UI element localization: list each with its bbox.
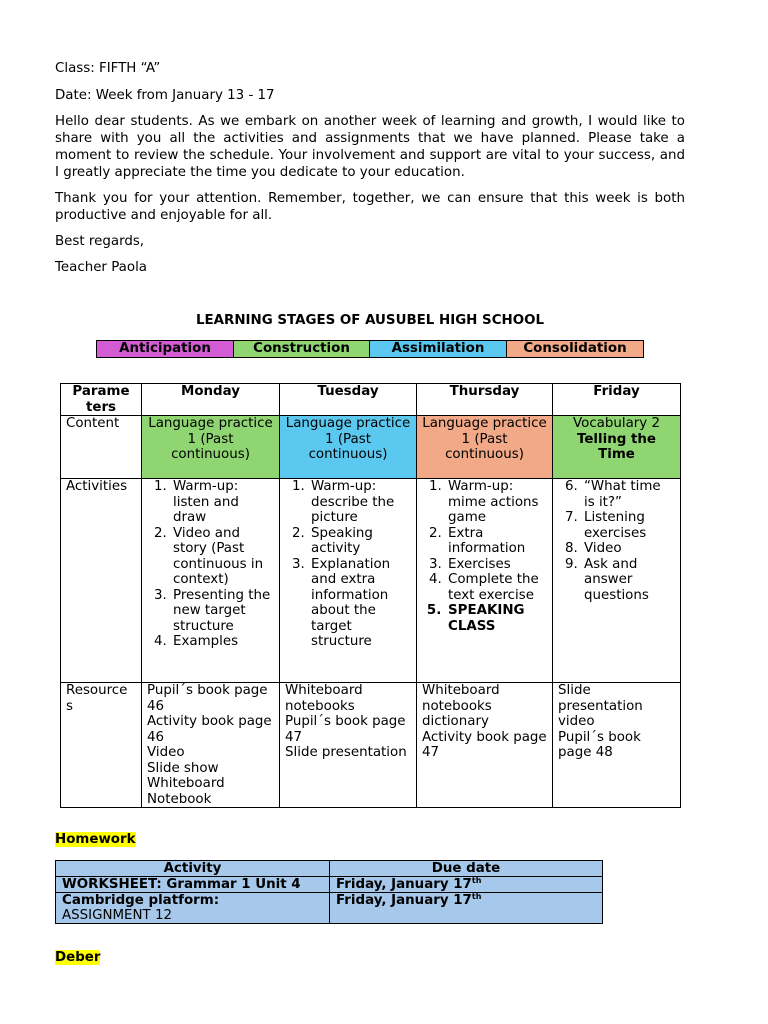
stage-consolidation: Consolidation	[507, 341, 644, 358]
list-item: Whiteboard	[422, 683, 500, 698]
list-item: 4. Complete the text exercise	[446, 572, 547, 603]
homework-col-due: Due date	[330, 861, 603, 877]
list-item: Activity book page 46	[147, 714, 272, 745]
list-item: notebooks	[422, 698, 492, 714]
stage-anticipation: Anticipation	[97, 341, 234, 358]
homework-row2-due	[330, 893, 603, 924]
list-item: Slide presentation	[285, 745, 407, 760]
list-item: Whiteboard	[285, 683, 363, 698]
list-item: 4. Examples	[171, 634, 274, 650]
thanks-paragraph: Thank you for your attention. Remember, together, we can ensure that this week is both productive and enjoyable for all.	[55, 191, 685, 223]
resources-friday	[553, 683, 681, 808]
deber-heading: Deber	[55, 950, 101, 965]
list-item: 8. Video	[582, 541, 675, 557]
homework-row2-due-text: Friday, January 17	[336, 893, 472, 908]
regards-line: Best regards,	[55, 234, 145, 249]
list-item: 9. Ask and answer questions	[582, 557, 675, 604]
weekly-schedule-table	[60, 383, 681, 808]
list-item: dictionary	[422, 714, 489, 729]
list-item: Notebook	[147, 791, 212, 807]
list-item: Pupil´s book page 48	[558, 729, 641, 760]
homework-row1-activity: WORKSHEET: Grammar 1 Unit 4	[56, 877, 330, 893]
list-item: 6. “What time is it?”	[582, 479, 675, 510]
homework-row2-activity-line1: Cambridge platform:	[62, 893, 220, 908]
list-item: 1. Warm-up: describe the picture	[309, 479, 411, 526]
content-friday-line1: Vocabulary 2	[573, 416, 660, 431]
list-item: Slide presentation	[558, 683, 643, 714]
homework-row2-activity	[56, 893, 330, 924]
content-tuesday: Language practice 1 (Past continuous)	[280, 416, 417, 479]
signature: Teacher Paola	[55, 260, 147, 275]
homework-col-activity: Activity	[56, 861, 330, 877]
resources-thursday	[417, 683, 553, 808]
list-item: 7. Listening exercises	[582, 510, 675, 541]
list-item: 1. Warm-up: listen and draw	[171, 479, 274, 526]
list-item: 2. Extra information	[446, 526, 547, 557]
homework-row1-due	[330, 877, 603, 893]
content-thursday: Language practice 1 (Past continuous)	[417, 416, 553, 479]
resources-tuesday	[280, 683, 417, 808]
stage-construction: Construction	[234, 341, 370, 358]
content-monday: Language practice 1 (Past continuous)	[142, 416, 280, 479]
learning-stages-bar	[96, 340, 644, 358]
header-thursday: Thursday	[417, 384, 553, 416]
list-item: 3. Presenting the new target structure	[171, 588, 274, 635]
content-friday	[553, 416, 681, 479]
stage-assimilation: Assimilation	[370, 341, 507, 358]
header-parameters: Parame ters	[61, 384, 142, 416]
list-item: Pupil´s book page 46	[147, 683, 268, 714]
date-line: Date: Week from January 13 - 17	[55, 88, 275, 103]
list-item: 1. Warm-up: mime actions game	[446, 479, 547, 526]
header-friday: Friday	[553, 384, 681, 416]
activities-thursday	[417, 479, 553, 683]
homework-row1-due-text: Friday, January 17	[336, 877, 472, 892]
homework-table	[55, 860, 603, 924]
list-item: video	[558, 714, 595, 729]
row-label-resources: Resource s	[61, 683, 142, 808]
ordinal-suffix: th	[471, 892, 482, 901]
list-item: Video	[147, 745, 185, 760]
ordinal-suffix: th	[471, 876, 482, 885]
activities-friday	[553, 479, 681, 683]
activities-tuesday	[280, 479, 417, 683]
content-friday-line2: Telling the Time	[576, 431, 656, 462]
row-label-activities: Activities	[61, 479, 142, 683]
list-item: Activity book page 47	[422, 729, 547, 760]
activities-monday	[142, 479, 280, 683]
list-item: Whiteboard	[147, 776, 225, 791]
list-item: Slide show	[147, 760, 219, 776]
list-item: Pupil´s book page 47	[285, 714, 406, 745]
list-item: notebooks	[285, 698, 355, 714]
row-label-content: Content	[61, 416, 142, 479]
list-item: 2. Speaking activity	[309, 526, 411, 557]
homework-heading: Homework	[55, 832, 136, 847]
resources-monday	[142, 683, 280, 808]
header-tuesday: Tuesday	[280, 384, 417, 416]
list-item: 2. Video and story (Past continuous in context)	[171, 526, 274, 588]
list-item: 3. Exercises	[446, 557, 547, 573]
class-line: Class: FIFTH “A”	[55, 61, 161, 76]
intro-paragraph: Hello dear students. As we embark on another week of learning and growth, I would like to share with you all the activities and assignments that we have planned. Please take a moment to review the schedule. Your involvement and support are vital to your success, and I greatly appreciate the time you dedicate to your education.	[55, 114, 685, 180]
header-monday: Monday	[142, 384, 280, 416]
list-item: 3. Explanation and extra information about the target structure	[309, 557, 411, 650]
homework-row2-activity-line2: ASSIGNMENT 12	[62, 908, 173, 923]
stages-title: LEARNING STAGES OF AUSUBEL HIGH SCHOOL	[195, 313, 545, 328]
list-item: 5. SPEAKING CLASS	[446, 603, 547, 634]
